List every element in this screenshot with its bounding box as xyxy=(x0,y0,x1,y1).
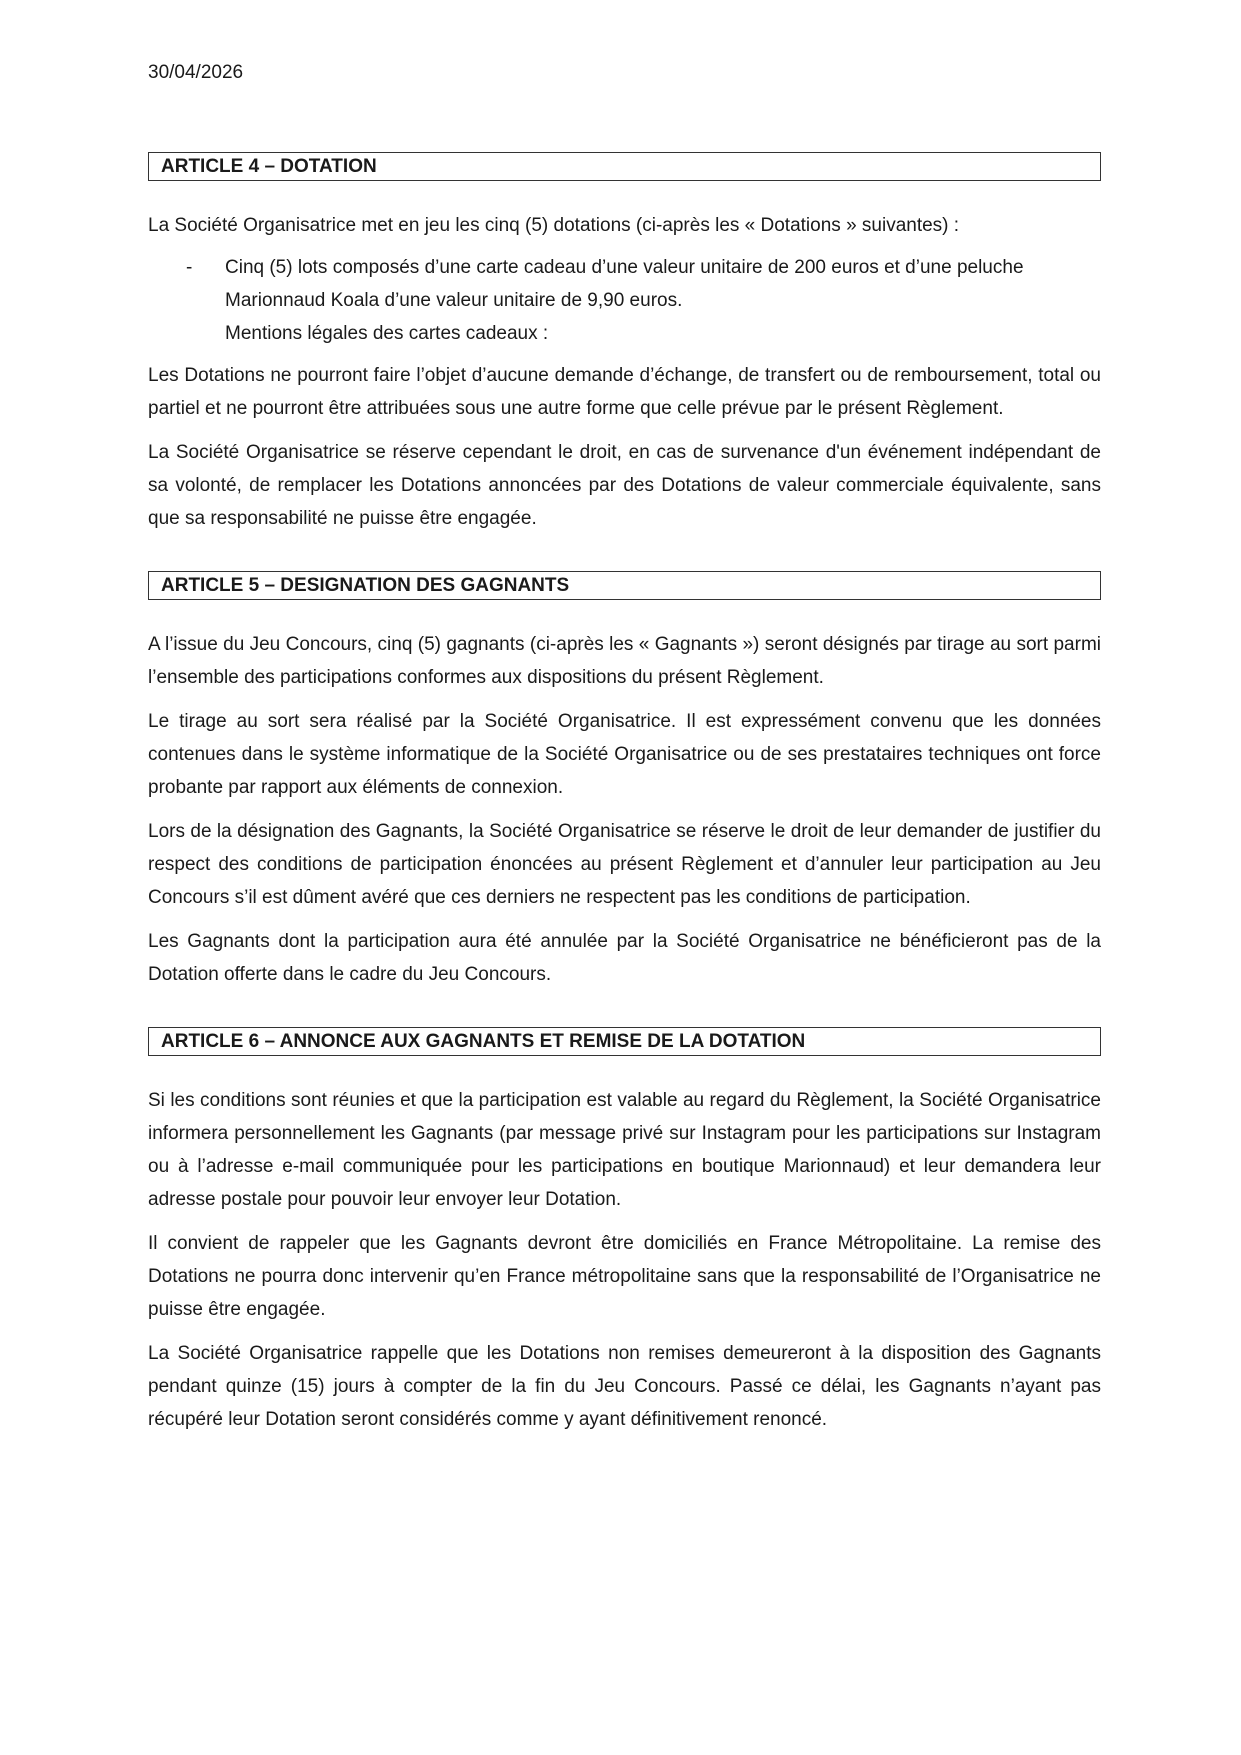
article-5-paragraph-2: Le tirage au sort sera réalisé par la Société Organisatrice. Il est expressément convenu que les données contenues dans le système informatique de la Société Organisatrice ou de ses prestataires techniques ont force probante par rapport aux éléments de connexion. xyxy=(148,711,1101,798)
dotation-list xyxy=(148,251,1101,284)
document-page xyxy=(148,56,1101,1436)
bullet-dash: - xyxy=(186,257,193,278)
document-date: 30/04/2026 xyxy=(148,62,244,83)
article-6-paragraph-2: Il convient de rappeler que les Gagnants devront être domiciliés en France Métropolitaine. La remise des Dotations ne pourra donc intervenir qu’en France métropolitaine sans que la responsabilité de l’Organisatrice ne puisse être engagée. xyxy=(148,1233,1101,1320)
article-6-paragraph-3: La Société Organisatrice rappelle que les Dotations non remises demeureront à la disposition des Gagnants pendant quinze (15) jours à compter de la fin du Jeu Concours. Passé ce délai, les Gagnants n’ayant pas récupéré leur Dotation seront considérés comme y ayant définitivement renoncé. xyxy=(148,1343,1101,1430)
article-4-paragraph-1: Les Dotations ne pourront faire l’objet d’aucune demande d’échange, de transfert ou de remboursement, total ou partiel et ne pourront être attribuées sous une autre forme que celle prévue par le présent Règlement. xyxy=(148,365,1101,419)
article-4-intro: La Société Organisatrice met en jeu les cinq (5) dotations (ci-après les « Dotations » suivantes) : xyxy=(148,215,960,236)
list-item xyxy=(148,251,1101,284)
list-item-line-3: Mentions légales des cartes cadeaux : xyxy=(225,323,549,344)
article-5-heading: ARTICLE 5 – DESIGNATION DES GAGNANTS xyxy=(148,571,1101,600)
article-4-heading: ARTICLE 4 – DOTATION xyxy=(148,152,1101,181)
article-5-paragraph-3: Lors de la désignation des Gagnants, la Société Organisatrice se réserve le droit de leur demander de justifier du respect des conditions de participation énoncées au présent Règlement et d’annuler leur participation au Jeu Concours s’il est dûment avéré que ces derniers ne respectent pas les conditions de participation. xyxy=(148,821,1101,908)
article-5-paragraph-4: Les Gagnants dont la participation aura été annulée par la Société Organisatrice ne bénéficieront pas de la Dotation offerte dans le cadre du Jeu Concours. xyxy=(148,931,1101,985)
article-4-paragraph-2: La Société Organisatrice se réserve cependant le droit, en cas de survenance d'un événement indépendant de sa volonté, de remplacer les Dotations annoncées par des Dotations de valeur commerciale équivalente, sans que sa responsabilité ne puisse être engagée. xyxy=(148,442,1101,529)
list-item-line-2: Marionnaud Koala d’une valeur unitaire de 9,90 euros. xyxy=(225,290,683,311)
article-6-heading: ARTICLE 6 – ANNONCE AUX GAGNANTS ET REMISE DE LA DOTATION xyxy=(148,1027,1101,1056)
article-5-paragraph-1: A l’issue du Jeu Concours, cinq (5) gagnants (ci-après les « Gagnants ») seront désignés par tirage au sort parmi l’ensemble des participations conformes aux dispositions du présent Règlement. xyxy=(148,634,1101,688)
article-6-paragraph-1: Si les conditions sont réunies et que la participation est valable au regard du Règlement, la Société Organisatrice informera personnellement les Gagnants (par message privé sur Instagram pour les participations sur Instagram ou à l’adresse e-mail communiquée pour les participations en boutique Marionnaud) et leur demandera leur adresse postale pour pouvoir leur envoyer leur Dotation. xyxy=(148,1090,1101,1210)
list-item-line-1: Cinq (5) lots composés d’une carte cadeau d’une valeur unitaire de 200 euros et d’une peluche xyxy=(225,257,1024,278)
